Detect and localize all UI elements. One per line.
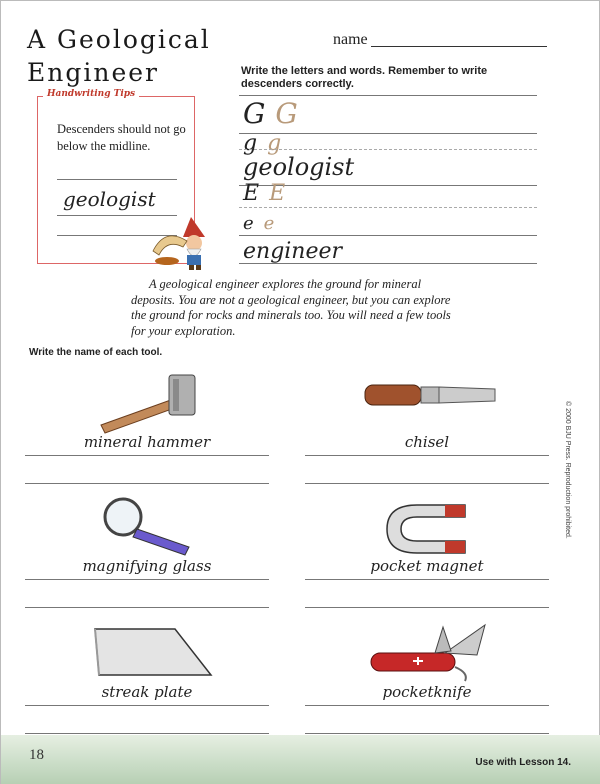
streak-plate-icon xyxy=(25,623,269,689)
page-title: A Geological Engineer xyxy=(27,25,211,87)
tool-label-line xyxy=(305,705,549,706)
magnet-icon xyxy=(305,497,549,563)
practice-midline xyxy=(239,149,537,150)
practice-line xyxy=(239,263,537,264)
model-letter: G xyxy=(243,97,266,130)
tool-label: pocket magnet xyxy=(370,557,484,575)
handwriting-tips-title: Handwriting Tips xyxy=(43,89,139,99)
practice-row-engineer: engineer xyxy=(243,239,343,264)
name-label: name xyxy=(333,31,368,48)
copyright-notice: © 2000 BJU Press. Reproduction prohibited. xyxy=(564,401,571,539)
tool-label: mineral hammer xyxy=(83,433,211,451)
answer-line[interactable] xyxy=(25,607,269,608)
trace-letter: E xyxy=(269,181,286,206)
writing-instructions: Write the letters and words. Remember to write descenders correctly. xyxy=(241,65,488,90)
trace-letter: G xyxy=(275,97,298,130)
tool-label: streak plate xyxy=(101,683,193,701)
handwriting-tips-text: Descenders should not go below the midline. xyxy=(57,122,186,153)
model-letter: E xyxy=(243,181,260,206)
pocketknife-icon xyxy=(305,623,549,689)
tips-example-word: geologist xyxy=(63,187,156,211)
practice-row-geologist: geologist xyxy=(243,153,355,181)
intro-paragraph: A geological engineer explores the ground for mineral deposits. You are not a geological engineer, but you can explore the ground for rocks and minerals too. You will need a few tools for your exploration. xyxy=(131,277,451,338)
practice-line xyxy=(239,235,537,236)
trace-letter: e xyxy=(263,213,275,234)
tool-label-line xyxy=(25,705,269,706)
practice-row-G xyxy=(243,97,298,130)
hammer-icon xyxy=(25,373,269,439)
trace-letter: g xyxy=(267,131,282,156)
practice-line xyxy=(239,95,537,96)
tool-label: pocketknife xyxy=(382,683,472,701)
model-letter: g xyxy=(243,131,258,156)
page-number: 18 xyxy=(29,747,44,763)
model-letter: e xyxy=(243,213,254,234)
tool-label-line xyxy=(305,455,549,456)
chisel-icon xyxy=(305,373,549,439)
lesson-reference: Use with Lesson 14. xyxy=(475,757,571,768)
name-field[interactable] xyxy=(371,46,547,47)
tool-label-line xyxy=(25,455,269,456)
answer-line[interactable] xyxy=(305,483,549,484)
tool-label: chisel xyxy=(404,433,450,451)
practice-line xyxy=(239,133,537,134)
tool-label-line xyxy=(25,579,269,580)
gnome-mascot-icon xyxy=(147,213,227,273)
tool-instruction: Write the name of each tool. xyxy=(29,347,163,358)
tool-label-line xyxy=(305,579,549,580)
practice-row-e xyxy=(243,213,274,234)
tool-label: magnifying glass xyxy=(82,557,212,575)
magnifying-glass-icon xyxy=(25,497,269,563)
answer-line[interactable] xyxy=(305,607,549,608)
tips-ruled-line xyxy=(57,179,177,180)
answer-line[interactable] xyxy=(25,733,269,734)
answer-line[interactable] xyxy=(25,483,269,484)
practice-row-E xyxy=(243,181,285,206)
answer-line[interactable] xyxy=(305,733,549,734)
practice-midline xyxy=(239,207,537,208)
